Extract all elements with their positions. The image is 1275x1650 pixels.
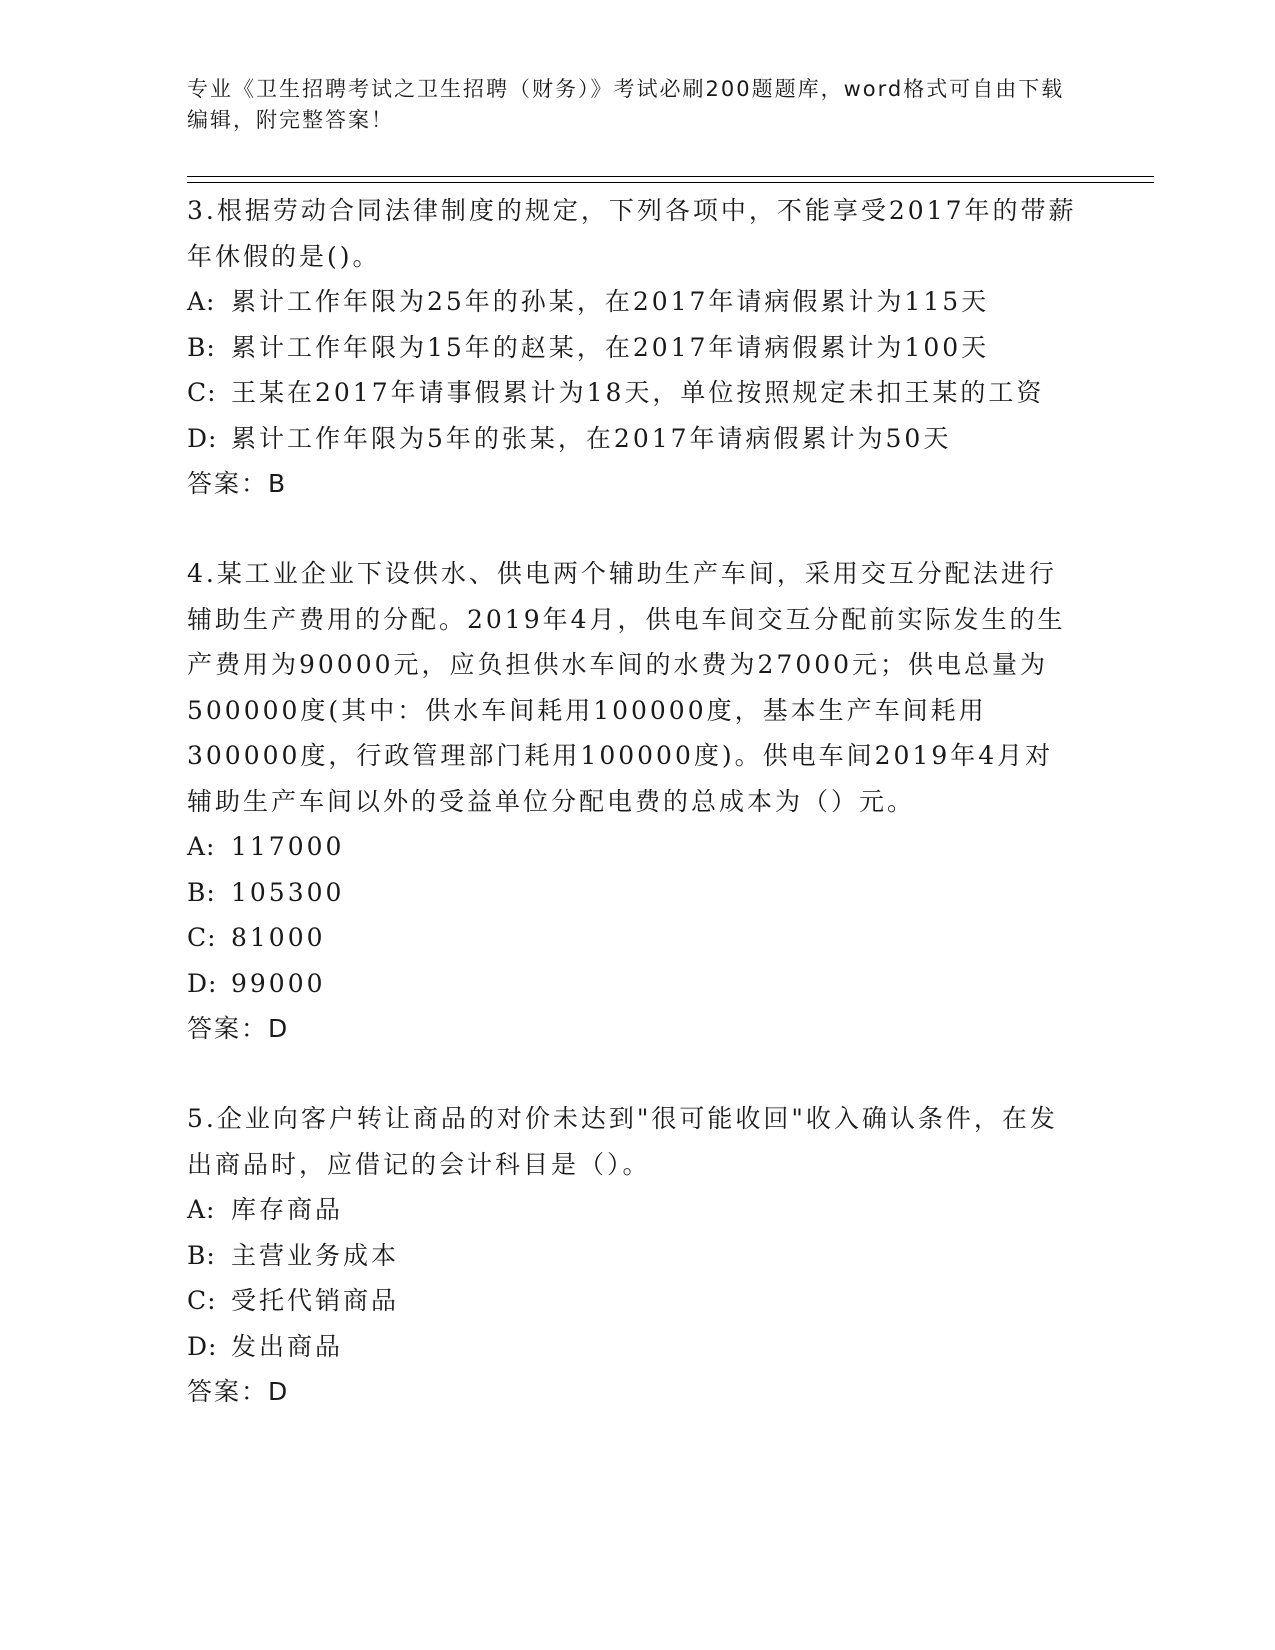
header-divider-top bbox=[187, 176, 1154, 177]
option-text: 累计工作年限为15年的赵某，在2017年请病假累计为100天 bbox=[231, 332, 990, 362]
option-text: 累计工作年限为25年的孙某，在2017年请病假累计为115天 bbox=[231, 287, 990, 316]
option-text: 105300 bbox=[231, 877, 345, 907]
option-letter: C: bbox=[187, 923, 217, 952]
option-letter: A: bbox=[187, 287, 216, 316]
answer-line: 答案：B bbox=[187, 469, 288, 498]
option-b bbox=[187, 325, 1077, 371]
answer-line: 答案：D bbox=[187, 1377, 290, 1406]
option-text: 发出商品 bbox=[231, 1331, 344, 1361]
option-c bbox=[187, 915, 1077, 961]
document-header: 专业《卫生招聘考试之卫生招聘（财务）》考试必刷200题题库，word格式可自由下载编辑，附完整答案！ bbox=[187, 77, 1065, 132]
option-d bbox=[187, 416, 1077, 462]
question-5 bbox=[187, 1096, 1077, 1414]
option-letter: D: bbox=[187, 423, 218, 453]
option-letter: C: bbox=[187, 1286, 217, 1315]
option-text: 王某在2017年请事假累计为18天，单位按照规定未扣王某的工资 bbox=[231, 378, 1045, 407]
option-b bbox=[187, 1233, 1077, 1279]
option-letter: B: bbox=[187, 877, 216, 907]
option-text: 累计工作年限为5年的张某，在2017年请病假累计为50天 bbox=[231, 423, 952, 453]
option-text: 库存商品 bbox=[231, 1195, 344, 1224]
option-letter: B: bbox=[187, 1240, 216, 1270]
option-c bbox=[187, 370, 1077, 416]
answer-line: 答案：D bbox=[187, 1014, 290, 1043]
option-text: 受托代销商品 bbox=[231, 1286, 400, 1315]
option-b bbox=[187, 870, 1077, 916]
option-letter: A: bbox=[187, 832, 216, 861]
option-letter: D: bbox=[187, 968, 218, 998]
option-text: 81000 bbox=[231, 923, 326, 952]
option-text: 99000 bbox=[231, 968, 326, 998]
option-text: 117000 bbox=[231, 832, 345, 861]
header-divider-bottom bbox=[187, 182, 1154, 183]
question-stem: 3.根据劳动合同法律制度的规定，下列各项中，不能享受2017年的带薪年休假的是()。 bbox=[187, 196, 1077, 271]
option-text: 主营业务成本 bbox=[231, 1240, 400, 1270]
option-letter: A: bbox=[187, 1195, 216, 1224]
option-a bbox=[187, 1187, 1077, 1233]
question-stem: 5.企业向客户转让商品的对价未达到"很可能收回"收入确认条件，在发出商品时，应借记的会计科目是（）。 bbox=[187, 1104, 1058, 1179]
option-letter: C: bbox=[187, 378, 217, 407]
question-stem: 4.某工业企业下设供水、供电两个辅助生产车间，采用交互分配法进行辅助生产费用的分配。2019年4月，供电车间交互分配前实际发生的生产费用为90000元，应负担供水车间的水费为27000元；供电总量为500000度(其中：供水车间耗用100000度，基本生产车间耗用300000度，行政管理部门耗用100000度)。供电车间2019年4月对辅助生产车间以外的受益单位分配电费的总成本为（）元。 bbox=[187, 559, 1066, 816]
option-a bbox=[187, 279, 1077, 325]
option-a bbox=[187, 824, 1077, 870]
question-3 bbox=[187, 188, 1077, 506]
option-letter: B: bbox=[187, 332, 216, 362]
question-4 bbox=[187, 551, 1077, 1051]
option-d bbox=[187, 1324, 1077, 1370]
option-letter: D: bbox=[187, 1331, 218, 1361]
option-d bbox=[187, 961, 1077, 1007]
option-c bbox=[187, 1278, 1077, 1324]
